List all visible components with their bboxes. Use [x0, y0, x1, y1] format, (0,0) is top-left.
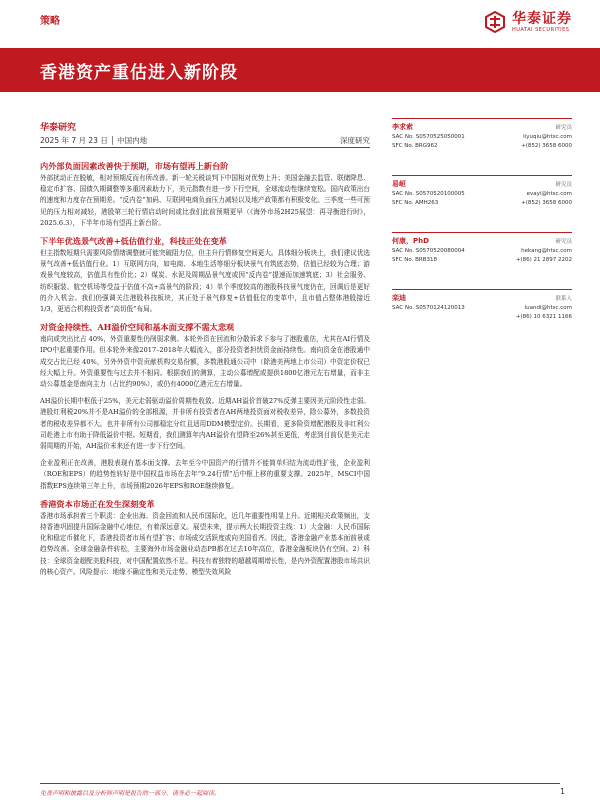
analyst-phone: +(852) 3658 6000: [521, 200, 572, 206]
analyst-email[interactable]: luandi@htsc.com: [524, 305, 572, 311]
section-paragraph: AH溢价长期中枢低于25%，美元走弱驱动溢价周期性收敛。近期AH溢价首破27%反弹主要因美元阶段性走弱。港股红利税20%并不是AH溢价的全部根源，并非所有投资者在AH两地投资面对税收差异，除公募外，多数投资者的税收差异都不大。也并非所有公司都稳定分红且适用DDM模型定价。长期看，更多险资增配港股及非红利公司赴港上市有助于降低溢价中枢。短期看，我们测算年内AH溢价有望降至26%甚至更低，考虑到目前仅是美元走弱周期的开始，AH溢价未来还有进一步下行空间。: [40, 397, 370, 451]
section-heading: 内外部负面因素改善快于预期，市场有望再上新台阶: [40, 161, 229, 171]
report-type: 深度研究: [340, 136, 370, 145]
analyst-name: 栾迪: [392, 294, 406, 302]
research-label: 华泰研究: [40, 123, 77, 133]
logo-cn-text: 华泰证券: [512, 10, 572, 27]
analyst-email[interactable]: hekang@htsc.com: [521, 248, 572, 254]
analyst-sac: SAC No. S0570520100005: [392, 191, 465, 197]
analyst-sac: SAC No. S0570124120013: [392, 305, 465, 311]
analyst-name: 易峘: [392, 180, 406, 188]
analyst-card: [392, 289, 572, 335]
section-paragraph: 香港市场承担着三个职责：企业出海、资金回流和人民币国际化，近几年重要性明显上升。近期相关政策频出，支持香港巩固提升国际金融中心地位，有着深远意义。展望未来，提示两大长期投资主线：1）大金融：人民币国际化和稳定币催化下，香港投资者市场有望扩容；市场成交活跃度或向美国看齐。因此，香港金融产业基本面前景或趋势改善。全球金融条件转松，主要海外市场金融业动态PB都在过去10年高位，香港金融板块仍有空间。2）科技：全球资金超配美股科技，对中国配置依然不足。科技有着独特的超越周期增长性，是内外资配置港股市场共识的核心资产。风险提示：地缘不确定性和美元走势、模型失效风险: [40, 511, 370, 576]
analyst-role: 研究员: [555, 125, 572, 131]
footer-disclaimer: 免责声明和披露以及分析师声明是报告的一部分，请务必一起阅读。: [40, 790, 221, 797]
analyst-sfc: SFC No. BRB318: [392, 257, 437, 263]
analyst-email[interactable]: liyuqiu@htsc.com: [523, 134, 572, 140]
analyst-phone: +(852) 3658 6000: [521, 143, 572, 149]
meta-row: [40, 134, 370, 148]
top-bar: [0, 0, 600, 40]
footer-rule: [40, 783, 560, 797]
analyst-name: 李求索: [392, 123, 413, 131]
analyst-sac: SAC No. S0570520080004: [392, 248, 465, 254]
huatai-logo: [483, 10, 572, 34]
section-paragraph: 外部扰动正在脱敏，相对预期反而有所改善。新一轮关税谈判下中国相对优势上升；美国金融去监管、联储降息、稳定币扩容、国债久期调整等多重因素助力下，美元指数有进一步下行空间，全球流动性继续宽松。国内政策出台的速度和力度存在预期差。“反内卷”加码、互联网电商负面压力减轻以及地产政策都有积极变化。三季度一些可预见的压力相对减轻，港股第三轮行情启动时间或比我们此前预期更早（《海外市场2H25展望：再寻衡进行时》，2025.6.3），下半年市场有望再上新台阶。: [40, 174, 370, 227]
section-paragraph: 南向或突出比占 40%，外资重要性仍削弱求侧。本轮外资在回流和分散诉求下参与了港股重估，尤其在AI行情及IPO中起重要作用。但本轮外来像2017–2018年大幅流入，部分投资者担忧资金面持续性。南向资金在港股通中成交占比已经 40%，另外外资中资贡献机构交易份额，多数港股通公司中（除港美两地上市公司）中资定价权已经大幅上升。外资重要性与过去并不相同。根据我们的测算，主动公募增配或提供1800亿港元左右增量，而非主动公募基金是南向主力（占比约90%），或仍有4000亿港元左右增量。: [40, 335, 370, 389]
report-title: 香港资产重估进入新阶段: [40, 63, 238, 83]
analyst-panel: [392, 118, 572, 346]
logo-en-text: HUATAI SECURITIES: [512, 26, 570, 33]
section-heading: 对资金持续性、AH溢价空间和基本面支撑不需太悲观: [40, 322, 235, 333]
analyst-role: 联系人: [555, 296, 572, 302]
analyst-sfc: SFC No. AMH263: [392, 200, 439, 206]
analyst-sac: SAC No. S0570525050001: [392, 134, 465, 140]
analyst-phone: +(86) 21 2897 2202: [515, 257, 572, 263]
analyst-card: [392, 232, 572, 278]
section-paragraph: 企业盈利正在改善，港股表现有基本面支撑。去年至今中国资产的行情并不能简单归结为流动性扩张，企业盈利（ROE和EPS）的趋势性转好是中国权益市场在去年“9.24行情”后中枢上移的重要支撑。2025年，MSCI中国指数EPS连续第三年上升，市场预期2026年EPS和ROE继续修复。: [40, 459, 370, 490]
analyst-sfc: SFC No. BRG962: [392, 143, 438, 149]
section-heading: 下半年优选景气改善+低估值行业，科技正处在变革: [40, 236, 227, 247]
analyst-phone: +(86) 10 6321 1166: [515, 314, 572, 320]
category-tag: 策略: [40, 16, 60, 27]
analyst-card: [392, 118, 572, 164]
report-body: [40, 160, 370, 578]
report-date: 2025 年 7 月 23 日 │ 中国内地: [40, 136, 148, 145]
logo-mark-icon: [483, 10, 507, 34]
page-number: 1: [560, 787, 566, 796]
section-heading: 香港资本市场正在发生深刻变革: [40, 498, 155, 509]
analyst-role: 研究员: [555, 182, 572, 188]
analyst-name: 何康，PhD: [392, 237, 429, 245]
analyst-email[interactable]: evayi@htsc.com: [526, 191, 572, 197]
analyst-role: 研究员: [555, 239, 572, 245]
section-paragraph: 但主指数短期只需要风险情绪调整就可能突破阻力位，但主升行情修复空间更大。具体细分板块上，我们建议优选景气改善+低估值行业。1）互联网方向，如电商、本地生活等细分板块景气有筑底态势，估值已经较为合理；游戏景气度较高，估值具有性价比；2）煤炭、水泥及周期品景气度或因“反内卷”提速而加速筑底；3）社会服务、纺织服装、航空机场等受益于估值不高+高景气的阶段；4）单个季度较高的港股科技景气度仍在，回调后是更好的介入机会。我们仍强调关注港股科技板块，其正处于景气修复+估值低位的变革中，且市值占整体港股接近1/3，更适合机构投资者“高切低”布局。: [40, 249, 370, 314]
title-banner: [0, 48, 600, 92]
analyst-card: [392, 175, 572, 221]
